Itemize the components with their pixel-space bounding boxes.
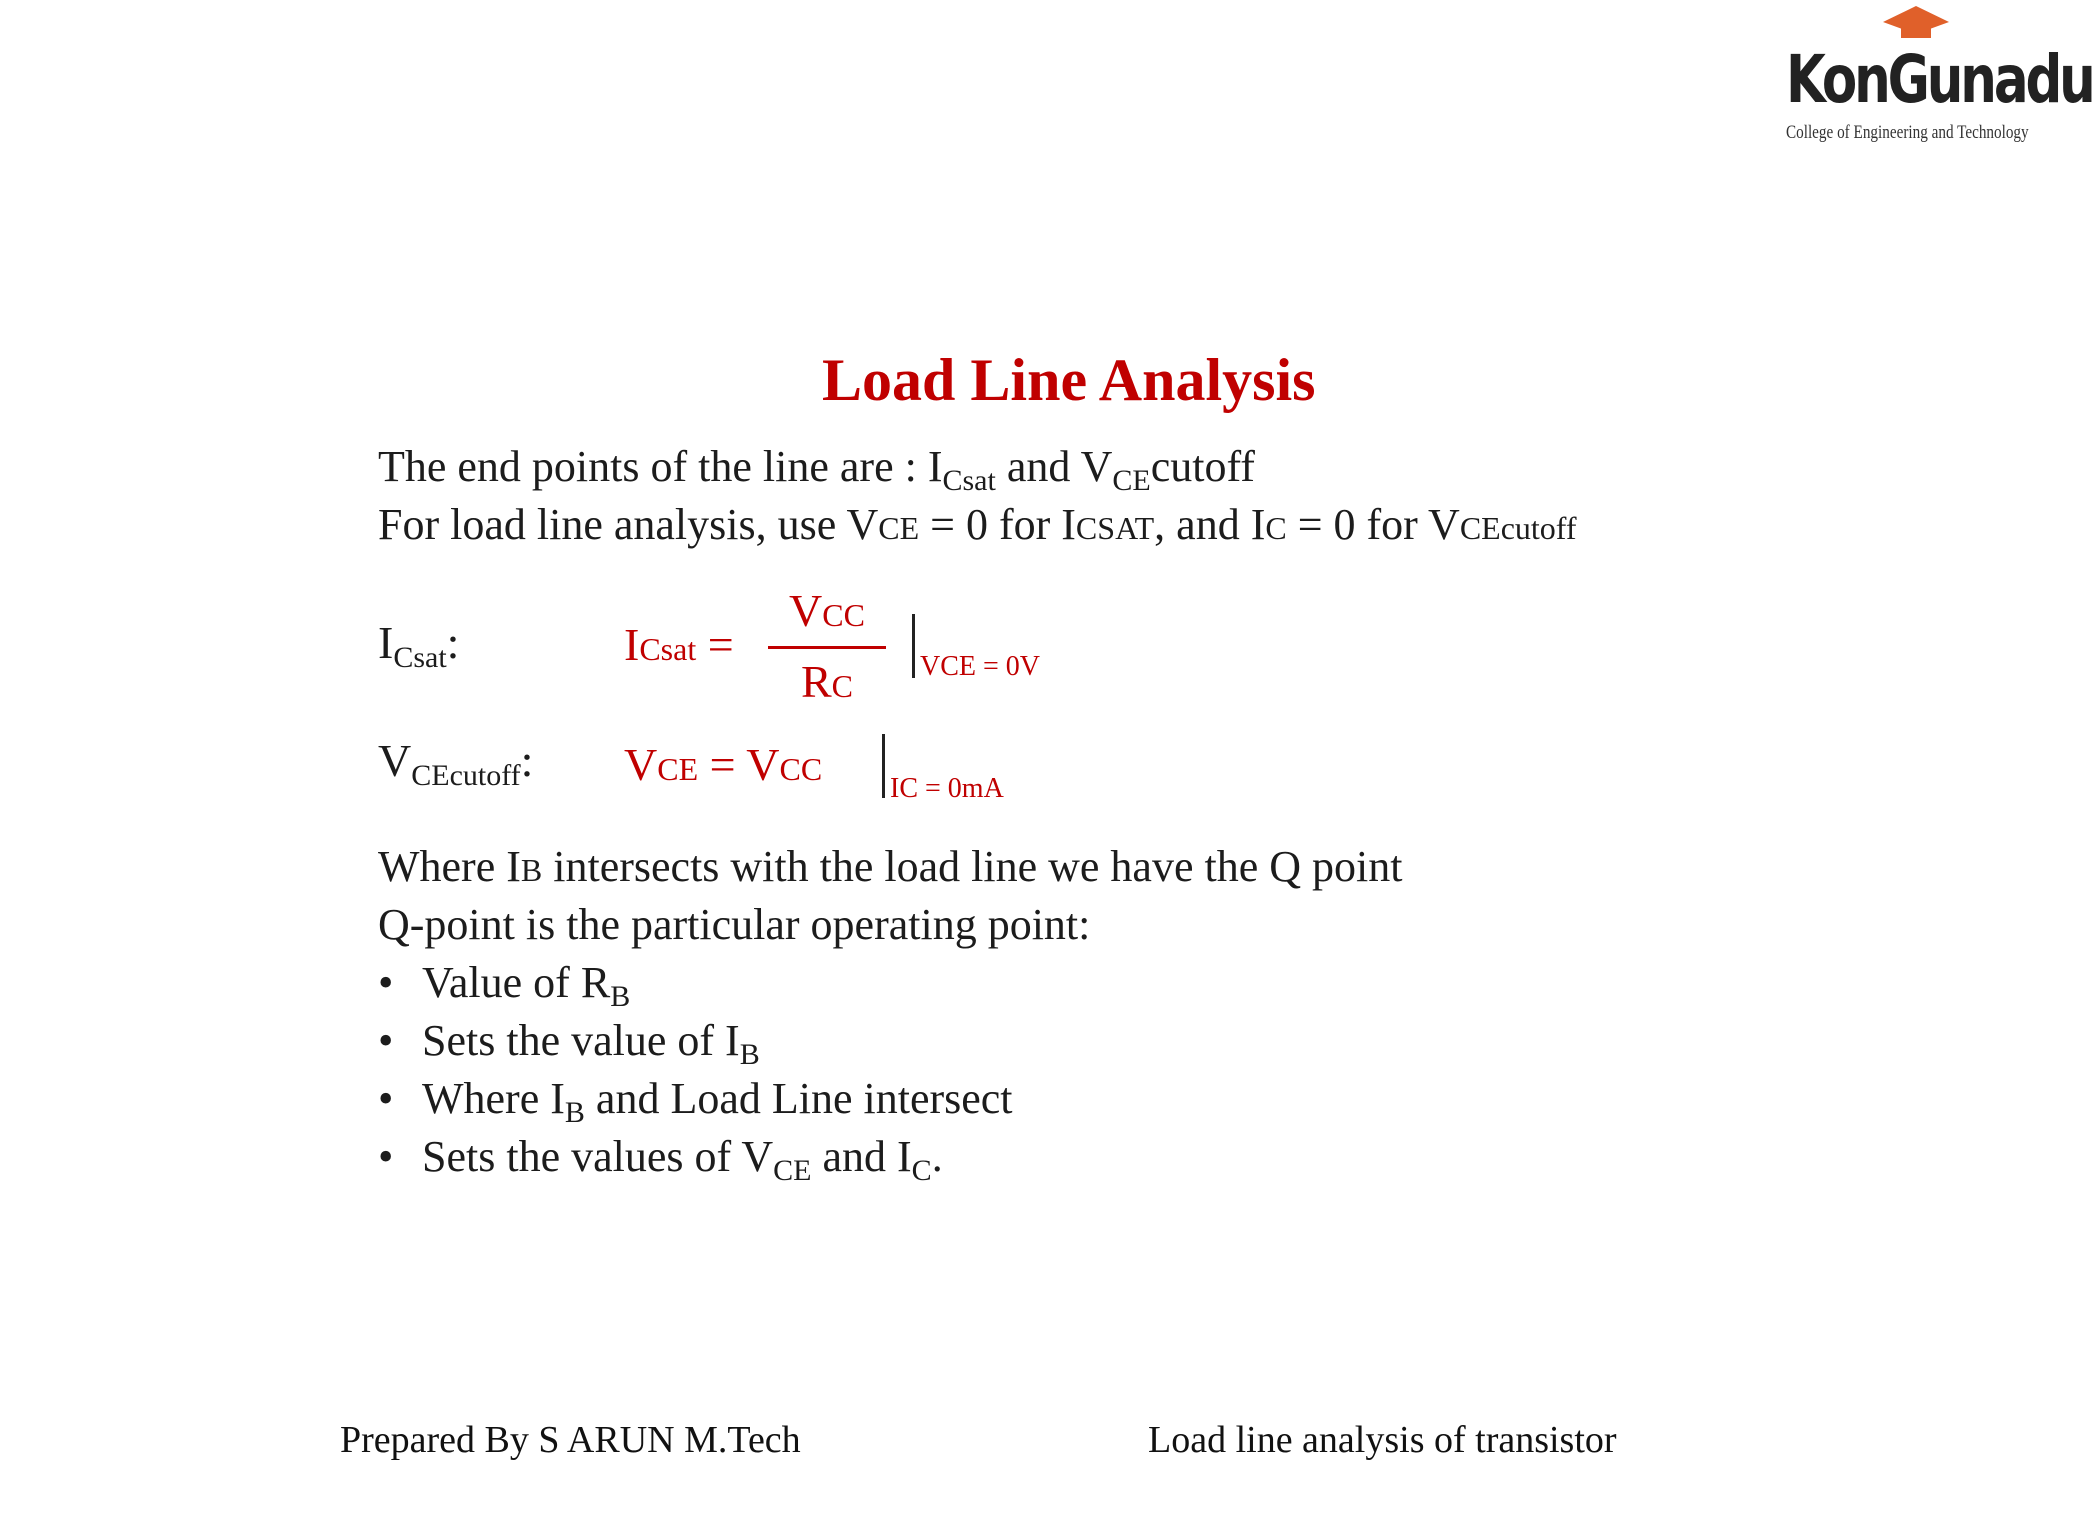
college-logo bbox=[1786, 4, 2093, 160]
icsat-lhs: ICsat = bbox=[624, 619, 734, 670]
vcecutoff-equation: VCE = VCC bbox=[624, 739, 823, 790]
vcecutoff-condition: IC = 0mA bbox=[890, 773, 1004, 804]
list-item: • Where $I_B$ and Load Line intersect bbox=[378, 1074, 1013, 1129]
icsat-fraction bbox=[768, 584, 886, 713]
endpoints-line: The end points of the line are : $I_{Csat}$ and $V_{CE}cutoff$ bbox=[378, 442, 1255, 497]
slide-title: Load Line Analysis bbox=[822, 347, 1316, 413]
fraction-numerator: VCC bbox=[789, 585, 865, 636]
evaluation-bar bbox=[882, 734, 885, 798]
evaluation-bar bbox=[912, 614, 915, 678]
list-item: • Value of $R_B$ bbox=[378, 958, 631, 1013]
list-item: • Sets the values of $V_{CE}$ and $I_C$. bbox=[378, 1132, 943, 1187]
graduation-cap-icon bbox=[1881, 4, 1951, 44]
vcecutoff-label: $V_{CEcutoff}$: bbox=[378, 735, 534, 792]
list-item: • Sets the value of $I_B$ bbox=[378, 1016, 760, 1071]
fraction-denominator: RC bbox=[800, 656, 854, 707]
q-point-definition-line: Q-point is the particular operating point: bbox=[378, 900, 1091, 949]
analysis-method-line: For load line analysis, use VCE = 0 for ICSAT, and IC = 0 for VCEcutoff bbox=[378, 500, 1577, 549]
q-point-intersection-line: Where IB intersects with the load line we have the Q point bbox=[378, 842, 1403, 891]
footer-author: Prepared By S ARUN M.Tech bbox=[340, 1419, 801, 1461]
fraction-bar bbox=[768, 646, 886, 649]
logo-name: KonGunadu bbox=[1786, 41, 2093, 118]
icsat-label: $I_{Csat}$: bbox=[378, 617, 460, 674]
logo-subtitle: College of Engineering and Technology bbox=[1786, 122, 2029, 143]
footer-topic: Load line analysis of transistor bbox=[1148, 1419, 1617, 1461]
icsat-condition: VCE = 0V bbox=[920, 651, 1041, 682]
